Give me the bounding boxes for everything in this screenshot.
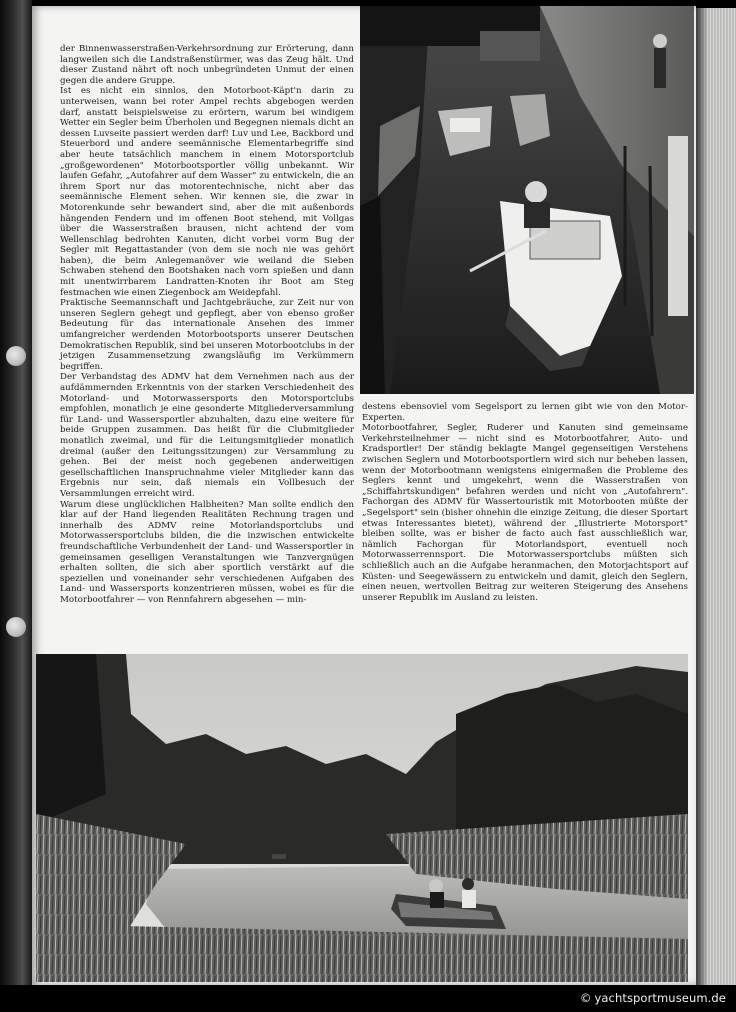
binder-spine — [0, 0, 32, 985]
copyright-symbol: © — [579, 991, 592, 1005]
binder-hole — [6, 346, 26, 366]
lock-boats-photo — [360, 6, 694, 394]
paragraph: der Binnenwasserstraßen-Verkehrsordnung zur Erörterung, dann langweilen sich die Landstraßenstürmer, was das Zeug hält. Und dieser Zustand nährt oft noch unbegründeten Unmut der einen gegen die andere Gruppe. — [60, 44, 354, 86]
paragraph: destens ebensoviel vom Segelsport zu lernen gibt wie von den Motor-Experten. — [362, 402, 688, 423]
article-left-column — [60, 44, 354, 605]
paragraph: Der Verbandstag des ADMV hat dem Vernehmen nach aus der aufdämmernden Erkenntnis von der starken Verschiedenheit des Motorland- und Motorwassersports den Motorsportclubs empfohlen, monatlich je eine gesonderte Mitgliederversammlung für Land- und Wassersportler abzuhalten, dazu eine weitere für beide Gruppen zusammen. Das heißt für die Clubmitglieder monatlich zweimal, und für die Leitungsmitglieder monatlich dreimal (außer den Leitungssitzungen) zur Versammlung zu gehen. Bei der meist noch gegebenen anderweitigen gesellschaftlichen Inanspruchnahme vieler Mitglieder kann das Ergebnis nur sein, daß niemals ein Vollbesuch der Versammlungen erreicht wird. — [60, 372, 354, 499]
binder-hole — [6, 617, 26, 637]
watermark-credit[interactable] — [580, 991, 726, 1005]
article-right-column — [362, 402, 688, 603]
paragraph: Warum diese unglücklichen Halbheiten? Man sollte endlich den klar auf der Hand liegenden Realitäten Rechnung tragen und innerhalb des ADMV reine Motorlandsportclubs und Motorwassersportclubs bilden, die die inzwischen entwickelte freundschaftliche Verbundenheit der Land- und Wassersportler in gemeinsamen geselligen Veranstaltungen wie Tanzvergnügen erhalten sollten, die sich aber sportlich verstärkt auf die speziellen und voneinander sehr verschiedenen Aufgaben des Land- und Wassersports konzentrieren müssen, wobei es für die Motorbootfahrer — von Rennfahrern abgesehen — min- — [60, 499, 354, 605]
paragraph: Praktische Seemannschaft und Jachtgebräuche, zur Zeit nur von unseren Seglern gehegt und gepflegt, aber von ebenso großer Bedeutung für das internationale Ansehen des immer umfangreicher werdenden Motorbootsports unserer Deutschen Demokratischen Republik, sind bei unseren Motorbootclubs in der jetzigen Zusammensetzung zwangsläufig im Verkümmern begriffen. — [60, 298, 354, 372]
page-stack-edge — [696, 8, 736, 985]
paragraph: Ist es nicht ein sinnlos, den Motorboot-Käpt'n darin zu unterweisen, wann bei roter Ampel rechts abgebogen werden darf, anstatt beispielsweise zu erörtern, warum bei windigem Wetter ein Segler beim Überholen und Begegnen niemals dicht an dessen Luvseite passiert werden darf! Luv und Lee, Backbord und Steuerbord und andere seemännische Elementarbegriffe sind aber heute tatsächlich manchem in einem Motorsportclub „großgewordenen" Motorbootsportler völlig unbekannt. Wir laufen Gefahr, „Autofahrer auf dem Wasser" zu entwickeln, die an ihrem Sport nur das motorentechnische, nicht aber das seemännische Element sehen. Wir kennen sie, die zwar in Motorenkunde sehr bewandert sind, aber die mit außenbords hängenden Fendern und im offenen Boot stehend, mit Vollgas über die Wasserstraßen brausen, nicht achtend der vom Wellenschlag bedrohten Kanuten, dicht vorbei vorm Bug der Segler mit Regattastander (von dem sie noch nie was gehört haben), die beim Anlegemanöver wie weiland die Sieben Schwaben stehend den Bootshaken nach vorn spießen und dann mit unentwirrbarem Landratten-Knoten ihr Boot am Steg festmachen wie einen Ziegenbock am Weidepfahl. — [60, 86, 354, 298]
credit-text: yachtsportmuseum.de — [594, 991, 726, 1005]
paragraph: Motorbootfahrer, Segler, Ruderer und Kanuten sind gemeinsame Verkehrsteilnehmer — nicht sind es Motorbootfahrer, Auto- und Kradsportler! Der ständig beklagte Mangel gegenseitigen Verstehens zwischen Seglern und Motorbootsportlern wird sich nur beheben lassen, wenn der Motorbootmann wenigstens einigermaßen die Probleme des Seglers kennt und umgekehrt, wenn die Wasserstraßen von „Schiffahrtskundigen" befahren werden und nicht von „Autofahrern". Fachorgan des ADMV für Wassertouristik mit Motorbooten müßte der „Segelsport" sein (bisher ohnehin die einzige Zeitung, die dieser Sportart etwas Interessantes bietet), während der „Illustrierte Motorsport" bleiben sollte, was er bisher de facto auch fast ausschließlich war, nämlich Fachorgan für Motorlandsport, eventuell noch Motorwasserrennsport. Die Motorwassersportclubs müßten sich schließlich auch an die Aufgabe heranmachen, den Motorjachtsport auf Küsten- und Seegewässern zu entwickeln und damit, gleich den Seglern, einen neuen, wertvollen Beitrag zur weiteren Steigerung des Ansehens unserer Republik im Ausland zu leisten. — [362, 423, 688, 603]
bottom-strip — [0, 985, 736, 1012]
lake-reeds-photo — [36, 654, 688, 982]
